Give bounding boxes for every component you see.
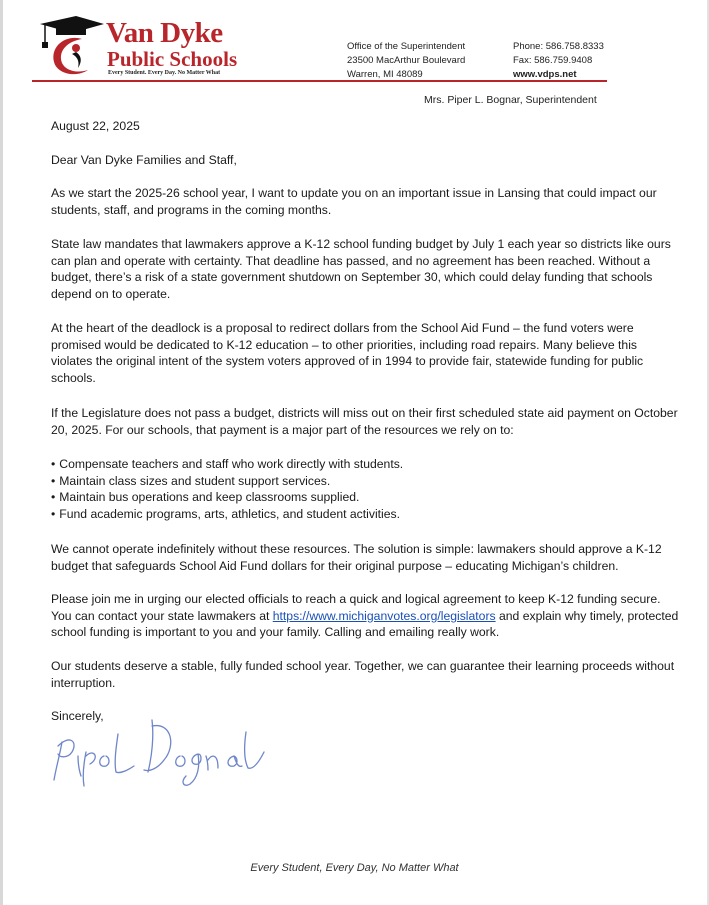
district-name: Van Dyke <box>106 17 223 49</box>
paragraph-2: State law mandates that lawmakers approve a K-12 school funding budget by July 1 each year so districts like ours can plan and operate with certainty. That deadline has passed, and no agreement has been reached. Without a budget, there’s a risk of a state government shutdown on September 30, which could delay funding that schools depend on to operate. <box>51 237 671 301</box>
graduation-cap-icon <box>36 12 106 80</box>
list-item: • Maintain class sizes and student support services. <box>51 473 681 490</box>
handwritten-signature <box>48 712 278 792</box>
paragraph-1: As we start the 2025-26 school year, I want to update you on an important issue in Lansing that could impact our students, staff, and programs in the coming months. <box>51 186 657 217</box>
district-subname: Public Schools <box>107 47 238 71</box>
letter-date: August 22, 2025 <box>51 119 140 133</box>
paragraph-6-text-end: and explain why timely, protected school funding is important to you and your family. Calling and emailing really work. <box>51 608 679 639</box>
paragraph-6 <box>51 591 681 641</box>
bullet-list <box>51 456 681 522</box>
contact-info <box>513 40 604 82</box>
paragraph-5: We cannot operate indefinitely without these resources. The solution is simple: lawmakers should approve a K-12 budget that safeguards School Aid Fund dollars for their original purpose – educating Michigan’s children. <box>51 542 662 573</box>
list-item: • Maintain bus operations and keep classrooms supplied. <box>51 489 681 506</box>
logo-tagline: Every Student. Every Day. No Matter What <box>108 70 221 76</box>
superintendent-name: Mrs. Piper L. Bognar, Superintendent <box>424 94 597 106</box>
salutation: Dear Van Dyke Families and Staff, <box>51 153 237 167</box>
footer-motto: Every Student, Every Day, No Matter What <box>250 862 459 874</box>
page-left-edge <box>0 0 3 905</box>
list-item: • Fund academic programs, arts, athletics, and student activities. <box>51 506 681 523</box>
letterhead-rule <box>32 80 607 82</box>
district-logo <box>36 12 246 80</box>
paragraph-4: If the Legislature does not pass a budget, districts will miss out on their first scheduled state aid payment on October 20, 2025. For our schools, that payment is a major part of the resources we rely on to: <box>51 406 678 437</box>
closing: Sincerely, <box>51 709 104 723</box>
office-city: Warren, MI 48089 <box>347 69 423 80</box>
paragraph-6-text: Please join me in urging our elected officials to reach a quick and logical agreement to keep K-12 funding secure. You can contact your state lawmakers at <box>51 592 661 623</box>
office-address <box>347 40 465 82</box>
legislators-link[interactable]: https://www.michiganvotes.org/legislators <box>272 608 496 623</box>
paragraph-3: At the heart of the deadlock is a proposal to redirect dollars from the School Aid Fund – the fund voters were promised would be dedicated to K-12 education – to other priorities, including road repairs. Many believe this violates the original intent of the system voters approved of in 1994 to provide fair, statewide funding for public schools. <box>51 321 644 385</box>
website: www.vdps.net <box>513 69 577 80</box>
list-item: • Compensate teachers and staff who work directly with students. <box>51 456 681 473</box>
fax-number: Fax: 586.759.9408 <box>513 55 593 66</box>
phone-number: Phone: 586.758.8333 <box>513 41 604 52</box>
office-title: Office of the Superintendent <box>347 41 466 52</box>
office-street: 23500 MacArthur Boulevard <box>347 55 466 66</box>
paragraph-7: Our students deserve a stable, fully funded school year. Together, we can guarantee their learning proceeds without interruption. <box>51 659 675 690</box>
